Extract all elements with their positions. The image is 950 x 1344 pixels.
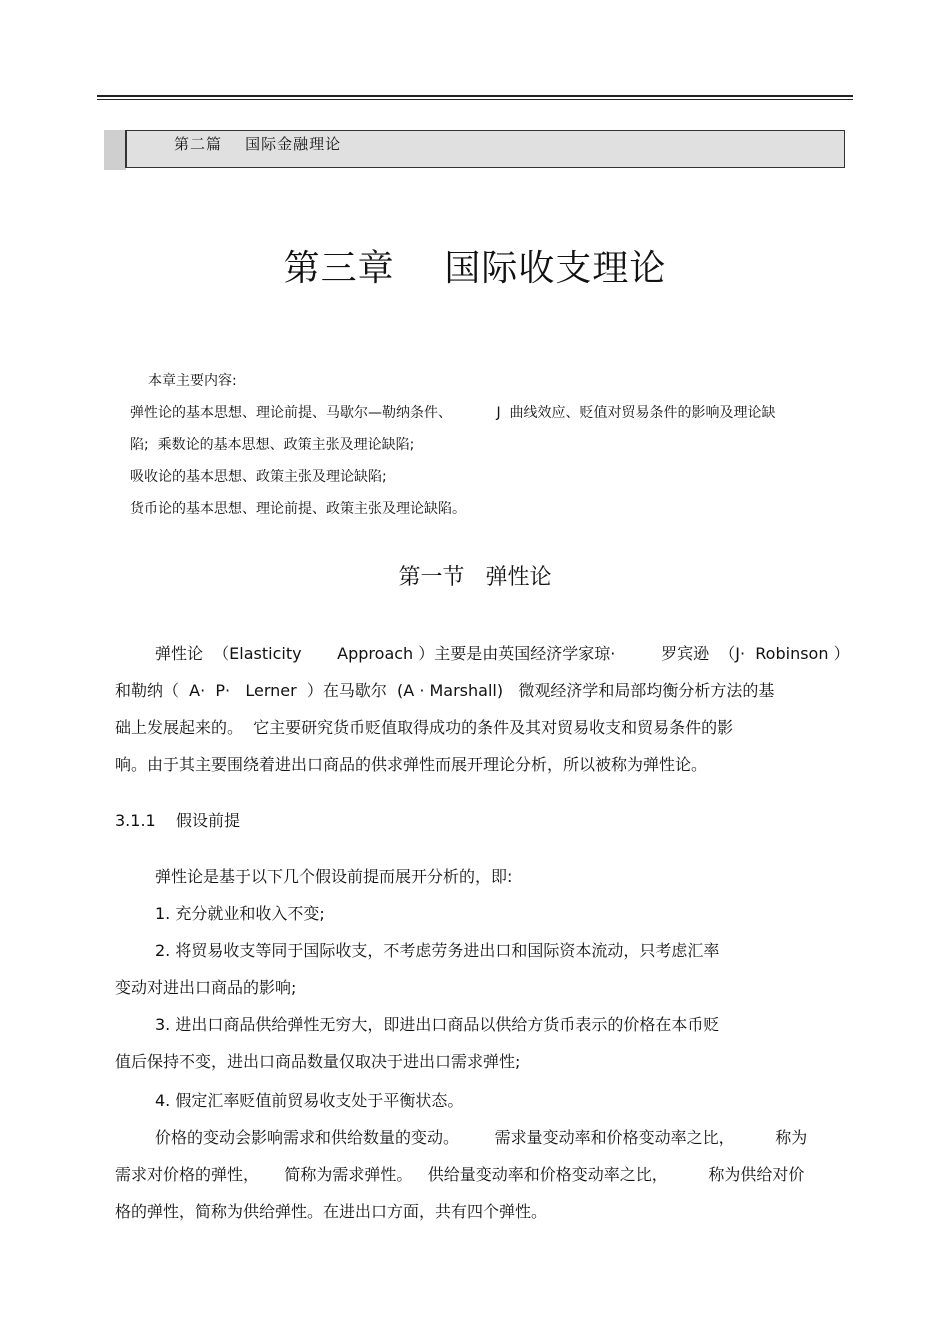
body-line: 1. 充分就业和收入不变; <box>155 904 325 923</box>
body-line: 弹性论是基于以下几个假设前提而展开分析的，即: <box>155 867 513 886</box>
body-line: 2. 将贸易收支等同于国际收支，不考虑劳务进出口和国际资本流动，只考虑汇率 <box>155 941 720 960</box>
body-line: 价格的变动会影响需求和供给数量的变动。 需求量变动率和价格变动率之比， 称为 <box>155 1128 808 1147</box>
subsection-heading: 3.1.1 假设前提 <box>115 811 241 830</box>
body-line: 值后保持不变，进出口商品数量仅取决于进出口需求弹性; <box>115 1052 521 1071</box>
body-line: 格的弹性，简称为供给弹性。在进出口方面，共有四个弹性。 <box>115 1202 548 1221</box>
section-title: 第一节 弹性论 <box>398 565 552 590</box>
part-banner-shadow <box>104 130 126 170</box>
body-line: 和勒纳（ A· P· Lerner ）在马歇尔 (A · Marshall) 微观经济学和局部均衡分析方法的基 <box>115 681 775 700</box>
body-line: 4. 假定汇率贬值前贸易收支处于平衡状态。 <box>155 1091 464 1110</box>
chapter-title: 第三章 国际收支理论 <box>283 248 667 289</box>
summary-line: 弹性论的基本思想、理论前提、马歇尔—勒纳条件、 J 曲线效应、贬值对贸易条件的影响及理论缺 <box>130 405 776 421</box>
body-line: 变动对进出口商品的影响; <box>115 978 297 997</box>
summary-line: 吸收论的基本思想、政策主张及理论缺陷; <box>130 469 387 485</box>
summary-heading: 本章主要内容: <box>148 373 237 389</box>
header-rule-thin <box>97 99 853 100</box>
body-line: 响。由于其主要围绕着进出口商品的供求弹性而展开理论分析，所以被称为弹性论。 <box>115 755 708 774</box>
body-line: 弹性论 （Elasticity Approach ）主要是由英国经济学家琼· 罗宾逊 （J· Robinson ） <box>155 644 850 663</box>
header-rule-thick <box>97 95 853 97</box>
part-title: 第二篇 国际金融理论 <box>174 135 342 153</box>
summary-line: 陷; 乘数论的基本思想、政策主张及理论缺陷; <box>130 437 415 453</box>
body-line: 3. 进出口商品供给弹性无穷大，即进出口商品以供给方货币表示的价格在本币贬 <box>155 1015 720 1034</box>
body-line: 础上发展起来的。 它主要研究货币贬值取得成功的条件及其对贸易收支和贸易条件的影 <box>115 718 734 737</box>
summary-line: 货币论的基本思想、理论前提、政策主张及理论缺陷。 <box>130 501 466 517</box>
body-line: 需求对价格的弹性， 简称为需求弹性。 供给量变动率和价格变动率之比， 称为供给对价 <box>115 1165 805 1184</box>
